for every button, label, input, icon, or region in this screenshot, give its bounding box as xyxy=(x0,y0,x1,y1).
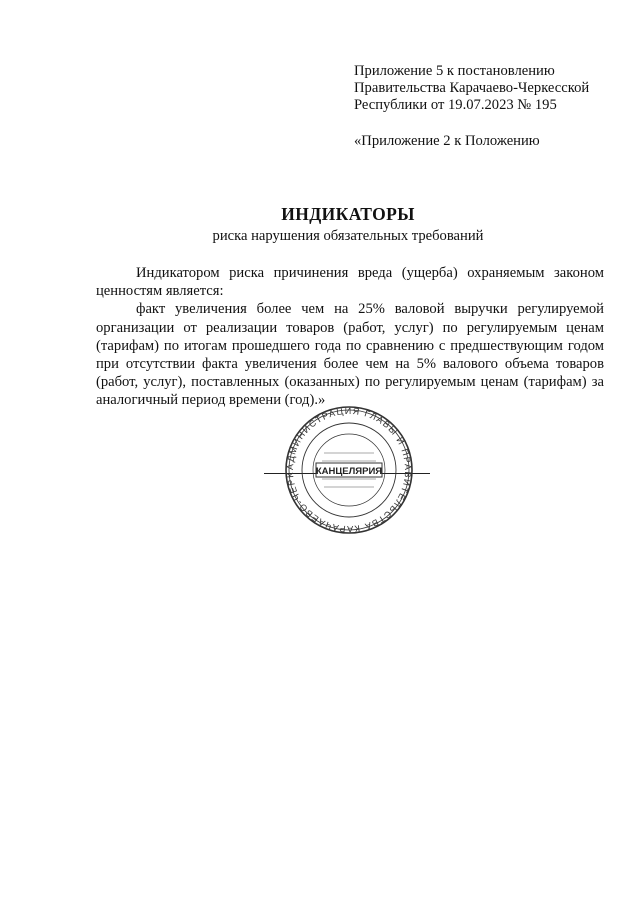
appendix-header-line-1: Приложение 5 к постановлению xyxy=(354,63,555,79)
seal-center-text: КАНЦЕЛЯРИЯ xyxy=(315,466,383,477)
body-paragraph-2: факт увеличения более чем на 25% валовой выручки регулируемой организации от реализации товаров (работ, услуг) по регулируемым ценам (тарифам) по итогам прошедшего года по сравнению с предшествующим годом при отсутствии факта увеличения более чем на 5% валового объема товаров (работ, услуг), поставленных (оказанных) по регулируемым ценам (тарифам) за аналогичный период времени (год).» xyxy=(96,301,604,409)
document-body xyxy=(96,264,604,410)
official-seal xyxy=(264,405,434,535)
document-subtitle: риска нарушения обязательных требований xyxy=(212,228,484,244)
document-title: ИНДИКАТОРЫ xyxy=(281,204,415,224)
appendix-header xyxy=(354,63,624,114)
seal-outer-text: АДМИНИСТРАЦИЯ ГЛАВЫ И ПРАВИТЕЛЬСТВА КАРАЧАЕВО-ЧЕРК xyxy=(284,405,414,535)
body-paragraph-1: Индикатором риска причинения вреда (ущерба) охраняемым законом ценностям является: xyxy=(96,265,604,300)
appendix-reference: «Приложение 2 к Положению xyxy=(354,133,540,149)
appendix-header-line-3: Республики от 19.07.2023 № 195 xyxy=(354,97,557,113)
appendix-header-line-2: Правительства Карачаево-Черкесской xyxy=(354,80,590,96)
seal-icon xyxy=(264,405,434,535)
